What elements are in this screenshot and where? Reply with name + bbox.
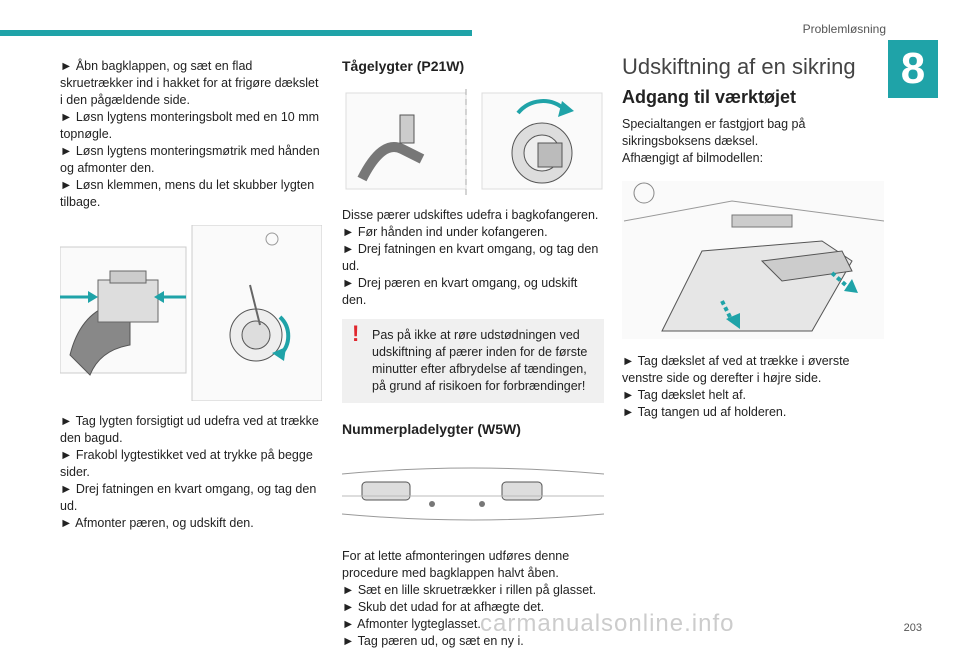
- illustration-plate-lamp: [342, 452, 604, 536]
- illustration-fuse-box-cover: [622, 181, 884, 339]
- instruction: ► Løsn lygtens monteringsbolt med en 10 mm topnøgle.: [60, 110, 320, 141]
- page-number: 203: [903, 622, 922, 634]
- illustration-rear-lamp: [60, 225, 322, 401]
- section-heading-fog-lamps: Tågelygter (P21W): [342, 58, 465, 74]
- section-title: Problemløsning: [802, 22, 886, 36]
- instruction: ► Skub det udad for at afhægte det.: [342, 600, 545, 614]
- instruction: ► Tag pæren ud, og sæt en ny i.: [342, 634, 524, 648]
- instruction: ► Åbn bagklappen, og sæt en flad skruetrækker ind i hakket for at frigøre dækslet i den pågældende side.: [60, 59, 319, 107]
- warning-icon: !: [352, 321, 360, 346]
- instruction: ► Sæt en lille skruetrækker i rillen på glasset.: [342, 583, 597, 597]
- instruction: ► Tag dækslet helt af.: [622, 388, 747, 402]
- instruction: ► Afmonter lygteglasset.: [342, 617, 481, 631]
- watermark: carmanualsonline.info: [480, 610, 735, 637]
- instruction: ► Drej fatningen en kvart omgang, og tag den ud.: [342, 242, 599, 273]
- instruction: ► Løsn klemmen, mens du let skubber lygten tilbage.: [60, 178, 315, 209]
- instruction: ► Drej fatningen en kvart omgang, og tag den ud.: [60, 482, 317, 513]
- warning-text: Pas på ikke at røre udstødningen ved udskiftning af pærer inden for de første minutter efter afbrydelse af tændingen, på grund af risikoen for forbrændinger!: [372, 328, 588, 393]
- column-1: [60, 58, 322, 532]
- instruction: ► Tag lygten forsigtigt ud udefra ved at trække den bagud.: [60, 414, 319, 445]
- column-2: [342, 58, 604, 650]
- instruction: ► Løsn lygtens monteringsmøtrik med hånden og afmonter den.: [60, 144, 320, 175]
- column-3: [622, 54, 884, 421]
- page-title: Udskiftning af en sikring: [622, 54, 856, 79]
- instruction: ► Tag tangen ud af holderen.: [622, 405, 787, 419]
- instruction: ► Tag dækslet af ved at trække i øverste venstre side og derefter i højre side.: [622, 354, 850, 385]
- chapter-number: 8: [888, 40, 938, 98]
- section-heading-plate-lamps: Nummerpladelygter (W5W): [342, 421, 521, 437]
- paragraph: Afhængigt af bilmodellen:: [622, 151, 764, 165]
- paragraph: Specialtangen er fastgjort bag på sikringsboksens dæksel.: [622, 117, 806, 148]
- instruction: ► Frakobl lygtestikket ved at trykke på begge sider.: [60, 448, 313, 479]
- top-accent-bar: [0, 30, 472, 36]
- illustration-fog-lamp: [342, 89, 604, 197]
- paragraph: For at lette afmonteringen udføres denne procedure med bagklappen halvt åben.: [342, 549, 570, 580]
- subsection-heading: Adgang til værktøjet: [622, 87, 797, 107]
- instruction: ► Drej pæren en kvart omgang, og udskift den.: [342, 276, 578, 307]
- instruction: ► Afmonter pæren, og udskift den.: [60, 516, 254, 530]
- instruction: ► Før hånden ind under kofangeren.: [342, 225, 548, 239]
- warning-box: [342, 319, 604, 403]
- paragraph: Disse pærer udskiftes udefra i bagkofangeren.: [342, 208, 599, 222]
